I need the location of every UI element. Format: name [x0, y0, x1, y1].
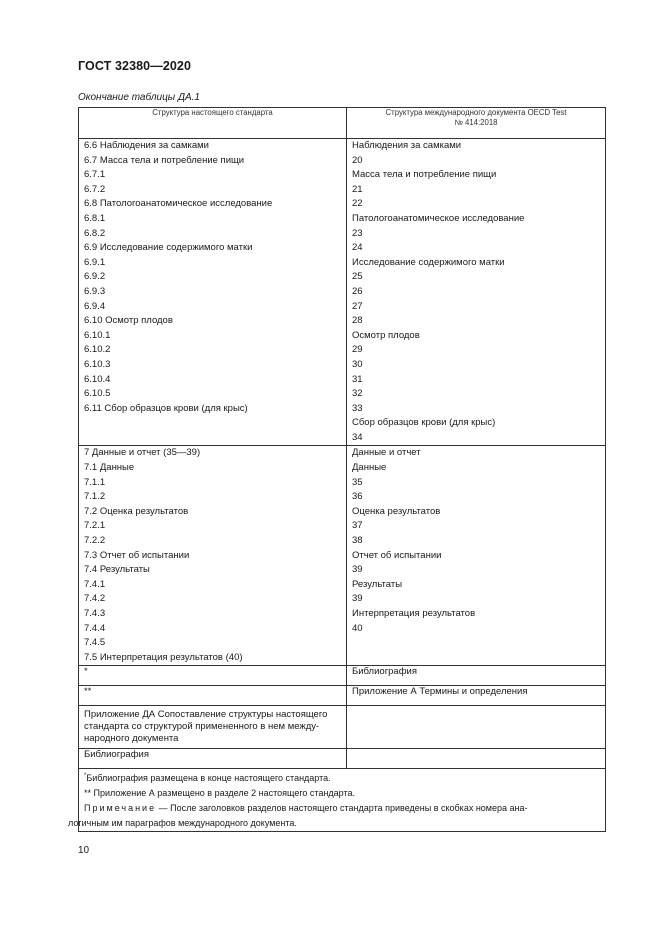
list-item: 39 [352, 564, 363, 576]
comparison-table [68, 107, 606, 832]
list-item: 6.10.4 [84, 373, 111, 385]
note-continuation: логичным им параграфов международного документа. [68, 818, 297, 829]
list-item: 6.7.1 [84, 169, 106, 181]
table-row-double-star [79, 686, 606, 706]
list-item: 6.9 Исследование содержимого матки [84, 242, 253, 254]
annex-line1: Приложение ДА Сопоставление структуры настоящего [84, 709, 328, 721]
table-row-bibliography [79, 749, 606, 769]
list-item: 40 [352, 622, 363, 634]
list-item: Данные и отчет [352, 447, 421, 459]
col2-header-line2: № 414:2018 [454, 118, 498, 127]
list-item: Оценка результатов [352, 505, 441, 517]
list-item: 7.5 Интерпретация результатов (40) [84, 651, 243, 663]
list-item: 7.4.5 [84, 637, 106, 649]
list-item: Наблюдения за самками [352, 140, 462, 151]
list-item: 38 [352, 535, 363, 547]
list-item: 7.2.2 [84, 535, 106, 547]
list-item: 7 Данные и отчет (35—39) [84, 447, 201, 459]
list-item: 6.10 Осмотр плодов [84, 315, 173, 327]
list-item: Патологоанатомическое исследование [352, 212, 525, 224]
list-item: Данные [352, 462, 387, 474]
list-item: 6.9.1 [84, 256, 106, 268]
table-notes [68, 769, 606, 832]
note-label: Примечание [84, 803, 157, 814]
list-item: 7.4.1 [84, 578, 106, 590]
list-item: 7.4.4 [84, 622, 106, 634]
list-item: 37 [352, 520, 363, 532]
list-item: 23 [352, 227, 363, 239]
list-item: 6.10.5 [84, 388, 111, 400]
list-item: Интерпретация результатов [352, 608, 476, 619]
bibliography-left: Библиография [79, 749, 347, 769]
list-item: 7.4.2 [84, 593, 106, 605]
list-item: 26 [352, 285, 363, 297]
list-item: 30 [352, 358, 363, 370]
star-left: * [79, 666, 347, 686]
list-item: 35 [352, 476, 363, 488]
footnote-1-text: Библиография размещена в конце настоящего стандарта. [86, 773, 331, 784]
list-item: Масса тела и потребление пищи [352, 169, 497, 181]
list-item: 6.9.2 [84, 271, 106, 283]
footnote-2: ** Приложение А размещено в разделе 2 настоящего стандарта. [84, 788, 356, 799]
list-item: 27 [352, 300, 363, 312]
footnote-1 [84, 769, 600, 786]
col2-header-line1: Структура международного документа OECD Test [385, 108, 567, 117]
annex-right [347, 706, 606, 749]
annex-line2: стандарта со структурой примененного в нем между- [84, 721, 320, 733]
star-right: Библиография [347, 666, 606, 686]
list-item: Исследование содержимого матки [352, 256, 505, 268]
annex-line3: народного документа [84, 733, 179, 745]
list-item: 32 [352, 388, 363, 400]
list-item: Сбор образцов крови (для крыс) [352, 417, 496, 429]
table-row-star [79, 666, 606, 686]
list-item: 20 [352, 154, 363, 166]
list-item: 25 [352, 271, 363, 283]
table-header-row [79, 108, 606, 139]
list-item: 6.6 Наблюдения за самками [84, 140, 209, 151]
list-item: 34 [352, 431, 363, 443]
list-item: 6.8.1 [84, 212, 106, 224]
table-notes-row [79, 769, 606, 832]
list-item: 21 [352, 183, 363, 195]
section-6-right [347, 139, 606, 446]
list-item: 7.2 Оценка результатов [84, 505, 189, 517]
list-item: 6.9.4 [84, 300, 106, 312]
note-text-1: — После заголовков разделов настоящего стандарта приведены в скобках номера ана- [156, 803, 528, 814]
list-item: 7.4.3 [84, 608, 106, 619]
list-item: 28 [352, 315, 363, 327]
list-item: Отчет об испытании [352, 549, 442, 561]
section-7-right [347, 446, 606, 666]
section-7-left [79, 446, 347, 666]
list-item: 6.10.3 [84, 358, 111, 370]
note [84, 801, 600, 816]
list-item: 6.11 Сбор образцов крови (для крыс) [84, 402, 248, 414]
list-item: 6.9.3 [84, 285, 106, 297]
list-item: 29 [352, 344, 363, 356]
table-row-section-6 [79, 139, 606, 446]
double-star-right: Приложение А Термины и определения [347, 686, 606, 706]
list-item: Результаты [352, 578, 403, 590]
list-item: 36 [352, 491, 363, 503]
list-item: 7.1 Данные [84, 462, 135, 474]
col1-header: Структура настоящего стандарта [79, 108, 347, 139]
table-row-section-7 [79, 446, 606, 666]
annex-left [79, 706, 347, 749]
list-item: Осмотр плодов [352, 329, 420, 341]
list-item: 6.8 Патологоанатомическое исследование [84, 198, 273, 210]
col2-header [347, 108, 606, 139]
table-caption: Окончание таблицы ДА.1 [78, 92, 200, 103]
bibliography-right [347, 749, 606, 769]
list-item: 7.1.1 [84, 476, 106, 488]
list-item: 7.1.2 [84, 491, 106, 503]
list-item: 6.7.2 [84, 183, 106, 195]
list-item: 24 [352, 242, 363, 254]
list-item: 7.3 Отчет об испытании [84, 549, 190, 561]
document-id: ГОСТ 32380—2020 [78, 59, 192, 73]
list-item: 6.8.2 [84, 227, 106, 239]
section-6-left [79, 139, 347, 446]
list-item: 33 [352, 402, 363, 414]
list-item: 22 [352, 198, 363, 210]
table-row-annex [79, 706, 606, 749]
list-item: 6.7 Масса тела и потребление пищи [84, 154, 245, 166]
list-item: 6.10.1 [84, 329, 111, 341]
list-item: 31 [352, 373, 363, 385]
double-star-left: ** [79, 686, 347, 706]
list-item: 7.2.1 [84, 520, 106, 532]
list-item: 7.4 Результаты [84, 564, 150, 576]
list-item: 6.10.2 [84, 344, 111, 356]
list-item: 39 [352, 593, 363, 605]
footnote-1-mark: * [84, 773, 87, 780]
page-number: 10 [78, 845, 90, 856]
